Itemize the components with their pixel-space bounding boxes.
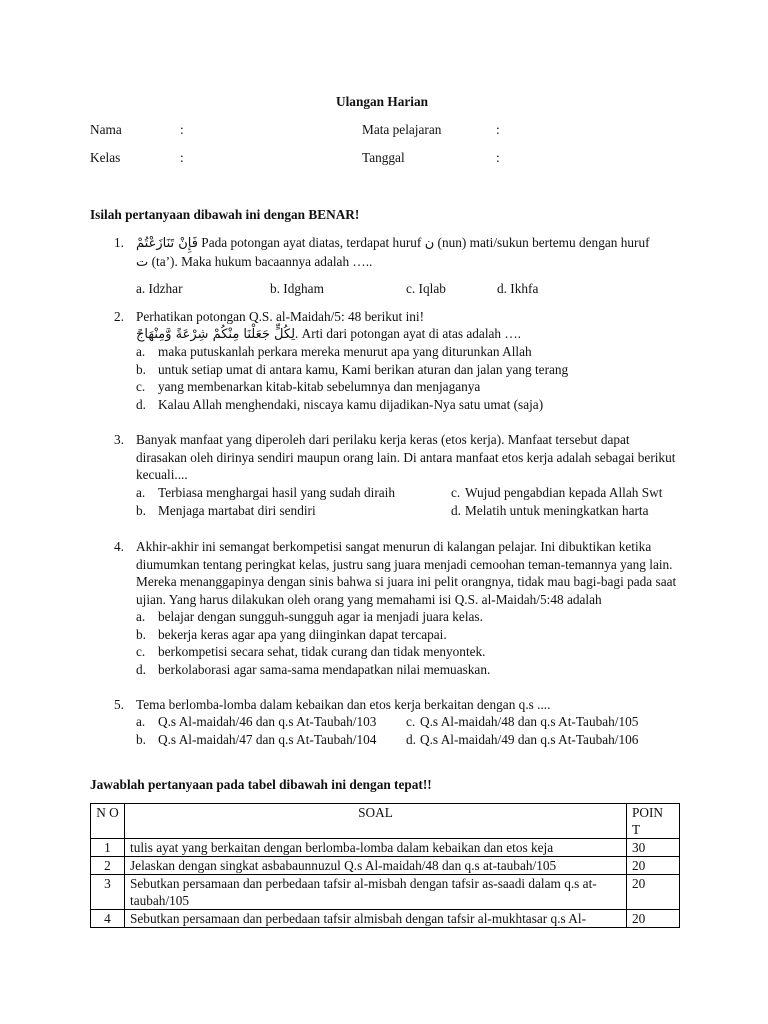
question-number: 1. [114, 235, 124, 250]
row-soal: Sebutkan persamaan dan perbedaan tafsir almisbah dengan tafsir al-mukhtasar q.s Al- [125, 910, 627, 928]
option-letter: d. [136, 662, 146, 677]
arabic-verse: لِكُلٍّ جَعَلْنَا مِنْكُمْ شِرْعَةً وَّمِنْهَاجً [136, 327, 296, 342]
question-number: 3. [114, 432, 124, 447]
table-row [91, 910, 680, 928]
question-text: Perhatikan potongan Q.S. al-Maidah/5: 48 berikut ini! [136, 309, 425, 324]
row-soal: tulis ayat yang berkaitan dengan berlomba-lomba dalam kebaikan dan etos keja [125, 839, 627, 857]
question-text [136, 325, 521, 344]
option-a[interactable]: Q.s Al-maidah/46 dan q.s At-Taubah/103 [158, 714, 377, 729]
option-b[interactable]: untuk setiap umat di antara kamu, Kami berikan aturan dan jalan yang terang [158, 362, 569, 377]
option-d[interactable]: Melatih untuk meningkatkan harta [465, 503, 649, 518]
question-text-part: (nun) mati/sukun bertemu dengan huruf [434, 235, 650, 250]
option-a[interactable]: a. Idzhar [136, 281, 183, 296]
option-d[interactable]: Q.s Al-maidah/49 dan q.s At-Taubah/106 [420, 732, 639, 747]
option-letter: a. [136, 714, 146, 729]
essay-table [90, 803, 680, 928]
option-a[interactable]: belajar dengan sungguh-sungguh agar ia menjadi juara kelas. [158, 609, 483, 624]
section1-instruction: Isilah pertanyaan dibawah ini dengan BENAR! [90, 207, 360, 222]
option-b[interactable]: Q.s Al-maidah/47 dan q.s At-Taubah/104 [158, 732, 377, 747]
option-letter: b. [136, 732, 146, 747]
question-text-part: Pada potongan ayat diatas, terdapat huruf [197, 235, 425, 250]
table-row [91, 857, 680, 875]
row-poin: 20 [627, 857, 680, 875]
arabic-letter-nun: ن [424, 236, 435, 251]
field-label-mata-pelajaran: Mata pelajaran [362, 122, 442, 137]
option-letter: a. [136, 485, 146, 500]
field-label-tanggal: Tanggal [362, 150, 405, 165]
option-b[interactable]: b. Idgham [270, 281, 324, 296]
row-soal: Sebutkan persamaan dan perbedaan tafsir al-misbah dengan tafsir as-saadi dalam q.s at-taubah/105 [125, 875, 627, 910]
question-text-part: . Arti dari potongan ayat di atas adalah …. [295, 326, 522, 341]
option-letter: c. [406, 714, 416, 729]
option-letter: b. [136, 362, 146, 377]
option-c[interactable]: Wujud pengabdian kepada Allah Swt [465, 485, 663, 500]
row-no: 4 [91, 910, 125, 928]
row-poin: 20 [627, 875, 680, 910]
option-letter: c. [451, 485, 461, 500]
option-d[interactable]: d. Ikhfa [497, 281, 539, 296]
arabic-letter-ta: ت [136, 254, 149, 270]
option-letter: b. [136, 627, 146, 642]
option-c[interactable]: berkompetisi secara sehat, tidak curang dan tidak menyontek. [158, 644, 486, 659]
option-d[interactable]: berkolaborasi agar sama-sama mendapatkan nilai memuaskan. [158, 662, 491, 677]
question-number: 5. [114, 697, 124, 712]
row-poin: 30 [627, 839, 680, 857]
question-number: 2. [114, 309, 124, 324]
question-text: Tema berlomba-lomba dalam kebaikan dan etos kerja berkaitan dengan q.s .... [136, 697, 551, 712]
field-label-kelas: Kelas [90, 150, 121, 165]
option-c[interactable]: c. Iqlab [406, 281, 446, 296]
arabic-verse: فَإِنْ تَنَازَعْتُمْ [136, 236, 198, 251]
row-poin: 20 [627, 910, 680, 928]
question-text: Akhir-akhir ini semangat berkompetisi sangat menurun di kalangan pelajar. Ini dibuktikan ketika diumumkan tentang peringkat kelas, justru sang juara menjadi cemoohan teman-temannya yang lain. Mereka menanggapinya dengan sinis bahwa si juara ini pelit orangnya, tidak mau bagi-bagi pada saat ujian. Yang harus dilakukan oleh orang yang memahami isi Q.S. al-Maidah/5:48 adalah [136, 539, 677, 607]
question-number: 4. [114, 539, 124, 554]
row-no: 1 [91, 839, 125, 857]
section2-instruction: Jawablah pertanyaan pada tabel dibawah ini dengan tepat!! [90, 777, 432, 792]
option-letter: c. [136, 644, 146, 659]
option-a[interactable]: Terbiasa menghargai hasil yang sudah diraih [158, 485, 395, 500]
question-text [136, 234, 682, 271]
option-letter: a. [136, 609, 146, 624]
option-c[interactable]: Q.s Al-maidah/48 dan q.s At-Taubah/105 [420, 714, 639, 729]
option-letter: d. [451, 503, 461, 518]
table-header-row [91, 804, 680, 839]
question-text-part: (ta’). Maka hukum bacaannya adalah ….. [148, 253, 373, 269]
option-letter: b. [136, 503, 146, 518]
question-text: Banyak manfaat yang diperoleh dari perilaku kerja keras (etos kerja). Manfaat tersebut dapat dirasakan oleh dirinya sendiri maupun orang lain. Di antara manfaat etos kerja adalah sebagai berikut kecuali.... [136, 432, 676, 482]
row-no: 3 [91, 875, 125, 910]
option-letter: d. [136, 397, 146, 412]
row-no: 2 [91, 857, 125, 875]
header-soal: SOAL [125, 804, 627, 839]
row-soal: Jelaskan dengan singkat asbabaunnuzul Q.s Al-maidah/48 dan q.s at-taubah/105 [125, 857, 627, 875]
page-title: Ulangan Harian [336, 94, 428, 109]
table-row [91, 839, 680, 857]
field-label-nama: Nama [90, 122, 122, 137]
option-c[interactable]: yang membenarkan kitab-kitab sebelumnya dan menjaganya [158, 379, 481, 394]
field-colon-nama: : [180, 122, 184, 137]
option-letter: d. [406, 732, 416, 747]
header-no: N O [91, 804, 125, 839]
option-letter: c. [136, 379, 146, 394]
field-colon-mata-pelajaran: : [496, 122, 500, 137]
option-b[interactable]: Menjaga martabat diri sendiri [158, 503, 316, 518]
table-row [91, 875, 680, 910]
option-b[interactable]: bekerja keras agar apa yang diinginkan dapat tercapai. [158, 627, 447, 642]
option-d[interactable]: Kalau Allah menghendaki, niscaya kamu dijadikan-Nya satu umat (saja) [158, 397, 544, 412]
field-colon-kelas: : [180, 150, 184, 165]
field-colon-tanggal: : [496, 150, 500, 165]
option-a[interactable]: maka putuskanlah perkara mereka menurut apa yang diturunkan Allah [158, 344, 532, 359]
option-letter: a. [136, 344, 146, 359]
header-poin: POIN T [627, 804, 680, 839]
